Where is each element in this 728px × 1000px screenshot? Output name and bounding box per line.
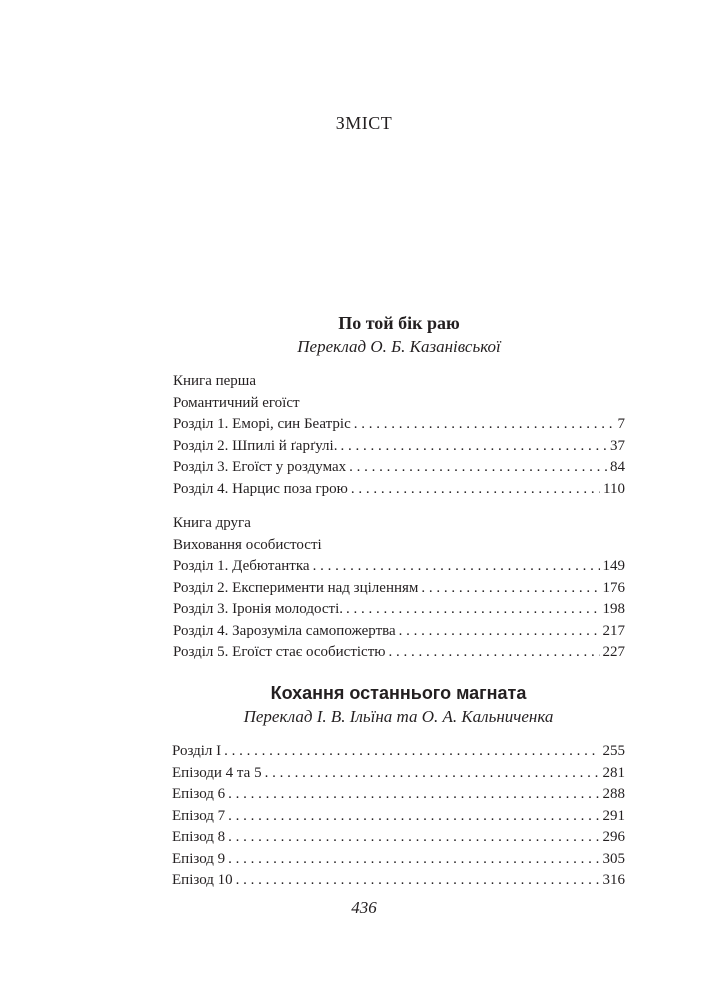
dot-leader (346, 599, 600, 621)
toc-entry-label: Розділ I (172, 743, 222, 759)
toc-entry[interactable] (172, 784, 625, 806)
toc-entry[interactable] (173, 457, 625, 479)
toc-entry-page: 305 (602, 850, 625, 867)
dot-leader (228, 806, 599, 828)
toc-entry-page: 7 (617, 416, 625, 432)
toc-entry[interactable] (172, 806, 625, 828)
dot-leader (351, 479, 600, 501)
toc-entry[interactable] (173, 621, 625, 643)
dot-leader (228, 827, 599, 849)
toc-entry-label: Розділ 3. Іронія молодості. (173, 601, 343, 617)
dot-leader (224, 741, 599, 763)
toc-entry-page: 288 (602, 786, 625, 802)
dot-leader (313, 556, 600, 578)
dot-leader (228, 784, 599, 806)
toc-entry-page: 255 (602, 743, 625, 759)
toc-entry-label: Розділ 3. Егоїст у роздумах (173, 459, 347, 475)
toc-entry-label: Епізод 8 (172, 829, 226, 845)
toc-entry-page: 217 (602, 622, 625, 639)
toc-entry-label: Розділ 4. Нарцис поза грою (173, 480, 348, 497)
toc-entry[interactable] (173, 599, 625, 621)
dot-leader (388, 642, 599, 664)
toc-entry-page: 227 (602, 644, 625, 660)
toc-entry[interactable] (173, 414, 625, 436)
toc-entry-page: 316 (602, 872, 625, 888)
book-name: Книга друга (173, 515, 251, 531)
dot-leader (354, 414, 615, 436)
toc-entry-page: 176 (602, 579, 625, 596)
page-title: ЗМІСТ (335, 113, 393, 133)
book-subtitle: Виховання особистості (173, 536, 322, 553)
toc-entry[interactable] (173, 556, 625, 578)
book-name: Книга перша (173, 373, 257, 389)
toc-entry[interactable] (173, 436, 625, 458)
dot-leader (421, 578, 599, 600)
toc-entry[interactable] (172, 827, 625, 849)
book-section (173, 513, 625, 664)
translator-credit: Переклад О. Б. Казанівської (297, 337, 501, 356)
work-title: Кохання останнього магната (270, 683, 527, 703)
toc-entry[interactable] (173, 642, 625, 664)
work-title: По той бік раю (338, 313, 460, 333)
book-subtitle: Романтичний егоїст (173, 394, 300, 411)
dot-leader (265, 763, 600, 785)
toc-section-work-2 (172, 681, 625, 892)
toc-entry[interactable] (172, 741, 625, 763)
dot-leader (228, 849, 599, 871)
dot-leader (399, 621, 600, 643)
toc-entry[interactable] (172, 763, 625, 785)
toc-entry-page: 281 (602, 764, 625, 781)
toc-entry-label: Розділ 2. Шпилі й ґарґулі. (173, 437, 338, 454)
toc-entry[interactable] (173, 578, 625, 600)
toc-entry[interactable] (172, 849, 625, 871)
toc-entry-page: 110 (603, 480, 625, 497)
toc-entry-label: Розділ 1. Еморі, син Беатріс (173, 416, 351, 432)
book-section (173, 371, 625, 500)
translator-credit: Переклад І. В. Ільїна та О. А. Кальниченка (243, 707, 554, 726)
toc-entry-page: 296 (602, 829, 625, 845)
toc-entry-label: Розділ 5. Егоїст стає особистістю (173, 644, 386, 660)
toc-entry-label: Епізод 6 (172, 786, 226, 802)
dot-leader (349, 457, 607, 479)
toc-entry-label: Епізод 9 (172, 850, 226, 867)
toc-entry[interactable] (173, 479, 625, 501)
toc-entry-page: 198 (602, 601, 625, 617)
toc-entry-label: Епізод 10 (172, 872, 233, 888)
toc-entry-label: Розділ 2. Експерименти над зціленням (173, 579, 419, 596)
page-number: 436 (351, 898, 377, 917)
toc-entry-page: 37 (610, 437, 625, 454)
toc-entry-label: Епізод 7 (172, 807, 226, 824)
toc-entry[interactable] (172, 870, 625, 892)
toc-section-work-1 (173, 311, 625, 677)
toc-entry-page: 149 (602, 558, 625, 574)
toc-entry-page: 84 (610, 459, 625, 475)
toc-entry-page: 291 (602, 807, 625, 824)
dot-leader (236, 870, 600, 892)
toc-entry-label: Епізоди 4 та 5 (172, 764, 262, 781)
toc-entry-label: Розділ 4. Зарозуміла самопожертва (173, 622, 396, 639)
dot-leader (340, 436, 607, 458)
toc-entry-label: Розділ 1. Дебютантка (173, 558, 310, 574)
